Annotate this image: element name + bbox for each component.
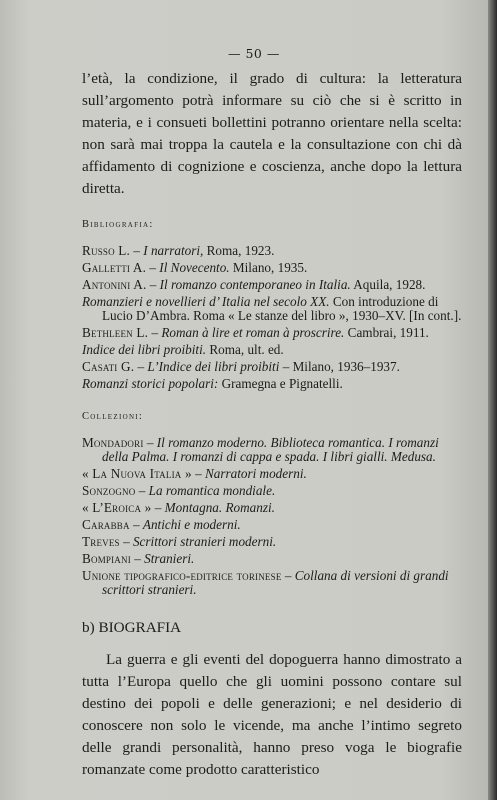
bib-entry-title: Il Novecento. bbox=[159, 260, 230, 275]
coll-entry bbox=[82, 569, 462, 597]
coll-entry bbox=[82, 518, 462, 532]
collezioni-heading: Collezioni: bbox=[82, 411, 144, 422]
bibliografia-list bbox=[82, 244, 462, 391]
bib-entry-rest: – bbox=[146, 277, 160, 292]
coll-entry bbox=[82, 484, 462, 498]
coll-entry-title: La romantica mondiale. bbox=[148, 483, 276, 498]
coll-entry-rest: – bbox=[143, 435, 157, 450]
bib-entry bbox=[82, 244, 462, 258]
biografia-heading: b) BIOGRAFIA bbox=[82, 619, 182, 636]
coll-entry-author: Sonzogno bbox=[82, 483, 136, 498]
coll-entry bbox=[82, 552, 462, 566]
bib-entry bbox=[82, 377, 462, 391]
bib-entry bbox=[82, 295, 462, 323]
bib-entry-title: Roman à lire et roman à proscrire. bbox=[161, 325, 345, 340]
collezioni-list bbox=[82, 436, 462, 597]
coll-entry-author: Bompiani bbox=[82, 551, 131, 566]
coll-entry bbox=[82, 467, 462, 481]
bib-entry bbox=[82, 278, 462, 292]
coll-entry-author: Unione tipografico-editrice torinese bbox=[82, 568, 282, 583]
coll-entry-title: Antichi e moderni. bbox=[142, 517, 241, 532]
coll-entry-rest: – bbox=[129, 517, 143, 532]
bib-entry-rest: – bbox=[130, 243, 144, 258]
bib-entry-title: I narratori, bbox=[143, 243, 204, 258]
coll-entry bbox=[82, 436, 462, 464]
bibliografia-heading: Bibliografia: bbox=[82, 219, 154, 230]
coll-entry-rest: – bbox=[151, 500, 165, 515]
bib-entry-tail: Milano, 1935. bbox=[229, 260, 308, 275]
coll-entry-author: Treves bbox=[82, 534, 120, 549]
page-number: — 50 — bbox=[228, 46, 280, 61]
bibliografia-section bbox=[82, 219, 462, 781]
coll-entry-rest: – bbox=[135, 483, 149, 498]
bib-entry-author: Bethleen L. bbox=[82, 325, 149, 340]
coll-entry-title: Il romanzo moderno. Biblioteca romantica. I romanzi della Palma. I romanzi di cappa e spada. I libri gialli. Medusa. bbox=[102, 435, 439, 464]
bib-entry-tail: Cambrai, 1911. bbox=[344, 325, 429, 340]
bib-entry-title: Indice dei libri proibiti. bbox=[82, 342, 207, 357]
coll-entry-author: Mondadori bbox=[82, 435, 144, 450]
bib-entry-tail: Con introduzione di Lucio D’Ambra. Roma « Le stanze del libro », 1930–XV. [In cont.]. bbox=[102, 294, 462, 323]
bib-entry-rest: – bbox=[134, 359, 148, 374]
bib-entry-tail: Roma, ult. ed. bbox=[206, 342, 284, 357]
bib-entry-author: Antonini A. bbox=[82, 277, 147, 292]
coll-entry-rest: – bbox=[191, 466, 205, 481]
coll-entry-rest: – bbox=[130, 551, 145, 566]
bib-entry-title: Romanzi storici popolari: bbox=[82, 376, 219, 391]
coll-entry bbox=[82, 501, 462, 515]
coll-entry-rest: – bbox=[119, 534, 133, 549]
coll-entry-author: « L’Eroica » bbox=[82, 500, 152, 515]
bib-entry-tail: Aquila, 1928. bbox=[350, 277, 426, 292]
coll-entry-title: Scrittori stranieri moderni. bbox=[132, 534, 277, 549]
coll-entry-title: Montagna. Romanzi. bbox=[164, 500, 275, 515]
bib-entry bbox=[82, 343, 462, 357]
coll-entry bbox=[82, 535, 462, 549]
bib-entry-title: L’Indice dei libri proibiti bbox=[147, 359, 280, 374]
bib-entry-rest: – bbox=[148, 325, 162, 340]
coll-entry-title: Collana di versioni di grandi scrittori stranieri. bbox=[102, 568, 449, 597]
bib-entry-author: Galletti A. bbox=[82, 260, 147, 275]
bib-entry-title: Romanzieri e novellieri d’ Italia nel secolo XX. bbox=[82, 294, 330, 309]
coll-entry-author: Carabba bbox=[82, 517, 130, 532]
bib-entry-author: Casati G. bbox=[82, 359, 135, 374]
bib-entry-tail: Gramegna e Pignatelli. bbox=[218, 376, 343, 391]
bib-entry-tail: – Milano, 1936–1937. bbox=[279, 359, 400, 374]
biografia-paragraph: La guerra e gli eventi del dopoguerra hanno dimostrato a tutta l’Europa quello che gli uomini possono contare sul destino dei popoli e delle generazioni; e nel desiderio di conoscere non solo le vicende, ma anche l’intimo segreto delle grandi personalità, hanno preso voga le biografie romanzate come prodotto caratteristico bbox=[82, 651, 462, 778]
bib-entry-rest: – bbox=[146, 260, 160, 275]
coll-entry-rest: – bbox=[281, 568, 295, 583]
coll-entry-title: Stranieri. bbox=[144, 551, 195, 566]
book-spine-edge bbox=[488, 0, 497, 800]
bib-entry-tail: Roma, 1923. bbox=[203, 243, 275, 258]
intro-paragraph: l’età, la condizione, il grado di cultura: la letteratura sull’argomento potrà informare su ciò che si è scritto in materia, e i consueti bollettini potranno orientare nella scelta: non sarà mai troppa la cautela e la consultazione con chi dà affidamento di cognizione e coscienza, anche dopo la lettura diretta. bbox=[82, 70, 462, 197]
bib-entry bbox=[82, 326, 462, 340]
bib-entry bbox=[82, 261, 462, 275]
coll-entry-title: Narratori moderni. bbox=[204, 466, 307, 481]
bib-entry-title: Il romanzo contemporaneo in Italia. bbox=[159, 277, 351, 292]
coll-entry-author: « La Nuova Italia » bbox=[82, 466, 192, 481]
bib-entry-author: Russo L. bbox=[82, 243, 131, 258]
bib-entry bbox=[82, 360, 462, 374]
